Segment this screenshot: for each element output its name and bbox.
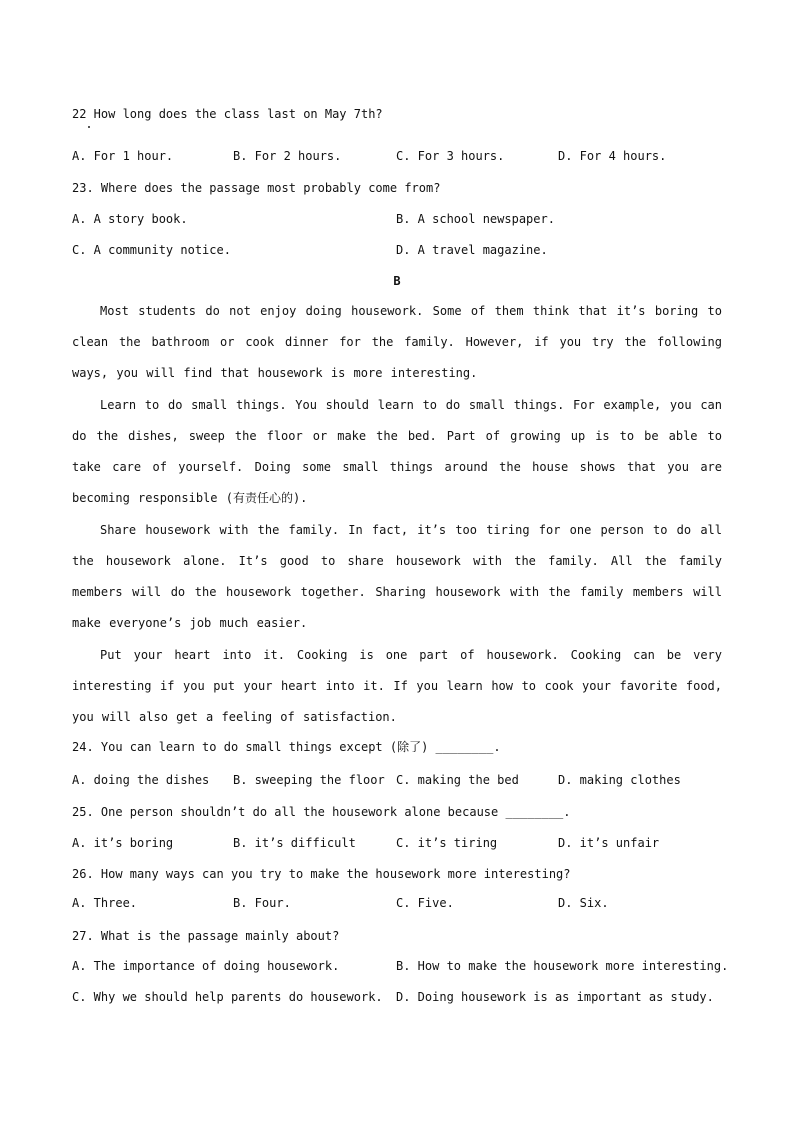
question-25-option-c: C. it’s tiring <box>396 836 498 850</box>
question-22-option-b: B. For 2 hours. <box>233 149 342 163</box>
question-27-option-b: B. How to make the housework more interesting. <box>396 959 729 973</box>
passage-paragraph: Most students do not enjoy doing housework. Some of them think that it’s boring to clean the bathroom or cook dinner for the family. However, if you try the following ways, you will find that housework is more interesting. <box>72 304 722 380</box>
question-23-option-b: B. A school newspaper. <box>396 212 555 226</box>
question-22-stem: 22 How long does the class last on May 7th? <box>72 107 383 121</box>
question-26-option-b: B. Four. <box>233 896 291 910</box>
question-25-stem: 25. One person shouldn’t do all the housework alone because ________. <box>72 805 571 819</box>
section-heading: B <box>393 274 401 288</box>
question-26-option-c: C. Five. <box>396 896 454 910</box>
passage-paragraph: Share housework with the family. In fact, it’s too tiring for one person to do all the housework alone. It’s good to share housework with the family. All the family members will do the housework together. Sharing housework with the family members will make everyone’s job much easier. <box>72 523 722 630</box>
question-24-option-b: B. sweeping the floor <box>233 773 385 787</box>
question-23-option-d: D. A travel magazine. <box>396 243 548 257</box>
question-22-option-a: A. For 1 hour. <box>72 149 174 163</box>
dot-mark <box>88 126 90 128</box>
question-25-option-b: B. it’s difficult <box>233 836 356 850</box>
question-27-option-a: A. The importance of doing housework. <box>72 959 340 973</box>
question-27-option-d: D. Doing housework is as important as study. <box>396 990 714 1004</box>
question-23-option-c: C. A community notice. <box>72 243 231 257</box>
question-22-option-d: D. For 4 hours. <box>558 149 667 163</box>
question-24-option-a: A. doing the dishes <box>72 773 210 787</box>
question-23-stem: 23. Where does the passage most probably come from? <box>72 181 441 195</box>
question-26-option-a: A. Three. <box>72 896 138 910</box>
question-24-option-d: D. making clothes <box>558 773 681 787</box>
question-25-option-a: A. it’s boring <box>72 836 174 850</box>
question-26-stem: 26. How many ways can you try to make the housework more interesting? <box>72 867 571 881</box>
question-23-option-a: A. A story book. <box>72 212 188 226</box>
passage-paragraph: Put your heart into it. Cooking is one part of housework. Cooking can be very interesting if you put your heart into it. If you learn how to cook your favorite food, you will also get a feeling of satisfaction. <box>72 648 722 724</box>
question-27-stem: 27. What is the passage mainly about? <box>72 929 340 943</box>
question-27-option-c: C. Why we should help parents do housework. <box>72 990 383 1004</box>
question-24-stem: 24. You can learn to do small things except (除了) ________. <box>72 740 501 754</box>
question-22-option-c: C. For 3 hours. <box>396 149 505 163</box>
passage-paragraph: Learn to do small things. You should learn to do small things. For example, you can do the dishes, sweep the floor or make the bed. Part of growing up is to be able to take care of yourself. Doing some small things around the house shows that you are becoming responsible (有责任心的). <box>72 398 722 505</box>
question-26-option-d: D. Six. <box>558 896 609 910</box>
question-24-option-c: C. making the bed <box>396 773 519 787</box>
question-25-option-d: D. it’s unfair <box>558 836 660 850</box>
